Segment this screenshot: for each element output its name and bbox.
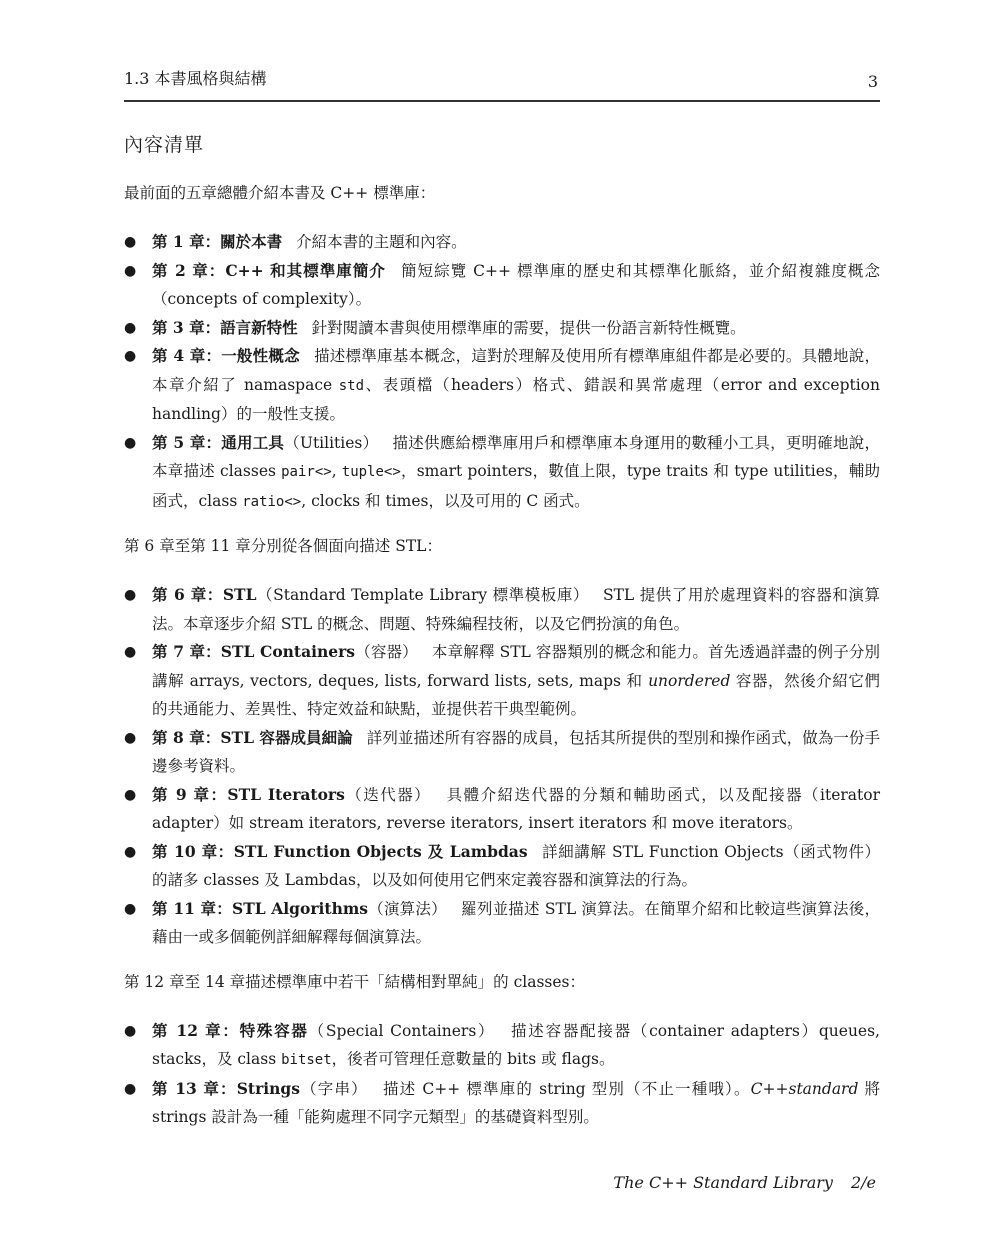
chapter-label-plain: （演算法） xyxy=(367,899,447,918)
bullet-icon: ● xyxy=(124,644,137,660)
chapter-label: 第 8 章：STL 容器成員細論 xyxy=(152,727,353,747)
list-item xyxy=(124,724,880,781)
chapter-desc: 容器，然後介紹它們的共通能力、差異性、特定效益和缺點，並提供若干典型範例。 xyxy=(152,671,880,718)
list-item xyxy=(124,257,880,314)
code-term: tuple<> xyxy=(341,464,401,480)
chapter-desc: 將 strings 設計為一種「能夠處理不同字元類型」的基礎資料型別。 xyxy=(152,1079,881,1126)
chapter-label: 第 6 章：STL xyxy=(152,585,257,604)
code-term: ratio<> xyxy=(242,493,302,510)
chapter-desc: 詳細講解 STL Function Objects（函式物件）的諸多 classes 及 Lambdas，以及如何使用它們來定義容器和演算法的行為。 xyxy=(152,842,881,889)
chapter-label: 第 4 章：一般性概念 xyxy=(152,346,300,365)
code-term: bitset xyxy=(281,1052,332,1068)
list-item xyxy=(124,781,880,838)
page-number: 3 xyxy=(867,72,878,91)
chapter-label: 第 11 章：STL Algorithms xyxy=(152,898,368,918)
code-term: std xyxy=(338,377,365,394)
chapter-desc: , xyxy=(331,462,342,480)
chapter-desc: 具體介紹迭代器的分類和輔助函式，以及配接器（iterator adapter）如 stream iterators, reverse iterators, insert iterators 和 move iterators。 xyxy=(152,785,880,832)
chapter-desc: 介紹本書的主題和內容。 xyxy=(296,233,467,251)
chapter-label: 第 12 章：特殊容器 xyxy=(152,1020,309,1040)
bullet-icon: ● xyxy=(124,319,137,336)
list-item xyxy=(124,1075,880,1132)
list-item xyxy=(124,228,880,257)
chapter-list-1 xyxy=(124,228,880,516)
bullet-icon: ● xyxy=(124,234,137,250)
chapter-desc: 本章解釋 STL 容器類別的概念和能力。首先透過詳盡的例子分別講解 arrays, vectors, deques, lists, forward lists, sets, maps 和 xyxy=(152,643,880,690)
chapter-desc: 、表頭檔（headers）格式、錯誤和異常處理（error and exception handling）的一般性支援。 xyxy=(152,375,880,423)
list-item xyxy=(124,638,880,724)
list-item xyxy=(124,581,880,638)
bullet-icon: ● xyxy=(124,786,137,803)
running-footer xyxy=(613,1173,876,1192)
chapter-label: 第 5 章：通用工具 xyxy=(152,432,285,452)
page-content xyxy=(124,130,880,1148)
bullet-icon: ● xyxy=(124,1022,137,1039)
list-item xyxy=(124,1017,880,1075)
emphasis-term: unordered xyxy=(648,671,731,690)
chapter-label: 第 9 章：STL Iterators xyxy=(152,784,345,804)
chapter-label-plain: （迭代器） xyxy=(344,785,432,804)
bullet-icon: ● xyxy=(124,434,137,451)
chapter-label: 第 13 章：Strings xyxy=(152,1078,300,1098)
emphasis-term: C++standard xyxy=(750,1079,859,1098)
chapter-label-plain: （容器） xyxy=(355,643,418,661)
intro-paragraph-2: 第 6 章至第 11 章分別從各個面向描述 STL： xyxy=(124,537,442,555)
chapter-list-3 xyxy=(124,1017,880,1132)
section-heading: 內容清單 xyxy=(124,134,205,156)
bullet-icon: ● xyxy=(124,348,137,364)
chapter-label: 第 3 章：語言新特性 xyxy=(152,317,298,337)
chapter-label-plain: （Utilities） xyxy=(284,433,379,452)
chapter-desc: 描述 C++ 標準庫的 string 型別（不止一種哦）。 xyxy=(381,1079,751,1098)
bullet-icon: ● xyxy=(124,729,137,746)
chapter-label: 第 1 章：關於本書 xyxy=(152,232,283,251)
chapter-desc: , clocks 和 times，以及可用的 C 函式。 xyxy=(301,491,590,510)
code-term: pair<> xyxy=(281,464,332,480)
footer-book-title: The C++ Standard Library xyxy=(613,1173,833,1192)
header-section-title: 1.3 本書風格與結構 xyxy=(124,69,267,88)
chapter-label-plain: （字串） xyxy=(299,1079,368,1098)
chapter-label: 第 2 章：C++ 和其標準庫簡介 xyxy=(152,260,386,280)
chapter-desc: STL 提供了用於處理資料的容器和演算法。本章逐步介紹 STL 的概念、問題、特殊編程技術，以及它們扮演的角色。 xyxy=(152,586,880,633)
chapter-label-plain: （Special Containers） xyxy=(308,1021,496,1040)
chapter-desc: ，smart pointers，數值上限，type traits 和 type utilities，輔助函式，class xyxy=(152,462,880,510)
chapter-desc: 描述供應給標準庫用戶和標準庫本身運用的數種小工具，更明確地說，本章描述 classes xyxy=(152,433,880,480)
footer-edition: 2/e xyxy=(850,1173,876,1192)
list-item xyxy=(124,895,880,952)
bullet-icon: ● xyxy=(124,900,137,917)
list-item xyxy=(124,342,880,429)
chapter-label: 第 7 章：STL Containers xyxy=(152,642,356,661)
bullet-icon: ● xyxy=(124,843,137,860)
chapter-desc: 簡短綜覽 C++ 標準庫的歷史和其標準化脈絡，並介紹複雜度概念（concepts of complexity）。 xyxy=(152,261,880,308)
running-header xyxy=(124,62,880,102)
chapter-label: 第 10 章：STL Function Objects 及 Lambdas xyxy=(152,841,528,861)
chapter-desc: 描述容器配接器（container adapters）queues, stacks，及 class xyxy=(152,1021,880,1068)
bullet-icon: ● xyxy=(124,1080,137,1097)
bullet-icon: ● xyxy=(124,587,137,603)
chapter-desc: 詳列並描述所有容器的成員，包括其所提供的型別和操作函式，做為一份手邊參考資料。 xyxy=(152,728,880,775)
intro-paragraph-3: 第 12 章至 14 章描述標準庫中若干「結構相對單純」的 classes： xyxy=(124,972,585,991)
chapter-desc: 針對閱讀本書與使用標準庫的需要，提供一份語言新特性概覽。 xyxy=(311,318,746,337)
chapter-desc: ，後者可管理任意數量的 bits 或 flags。 xyxy=(331,1050,615,1068)
chapter-label-plain: （Standard Template Library 標準模板庫） xyxy=(256,586,589,604)
list-item xyxy=(124,429,880,517)
chapter-desc: 羅列並描述 STL 演算法。在簡單介紹和比較這些演算法後，藉由一或多個範例詳細解釋每個演算法。 xyxy=(152,899,880,946)
chapter-list-2 xyxy=(124,581,880,952)
list-item xyxy=(124,314,880,343)
list-item xyxy=(124,838,880,895)
bullet-icon: ● xyxy=(124,262,137,279)
intro-paragraph-1: 最前面的五章總體介紹本書及 C++ 標準庫： xyxy=(124,184,436,202)
chapter-desc: 描述標準庫基本概念，這對於理解及使用所有標準庫組件都是必要的。具體地說，本章介紹了 namaspace xyxy=(152,347,880,394)
